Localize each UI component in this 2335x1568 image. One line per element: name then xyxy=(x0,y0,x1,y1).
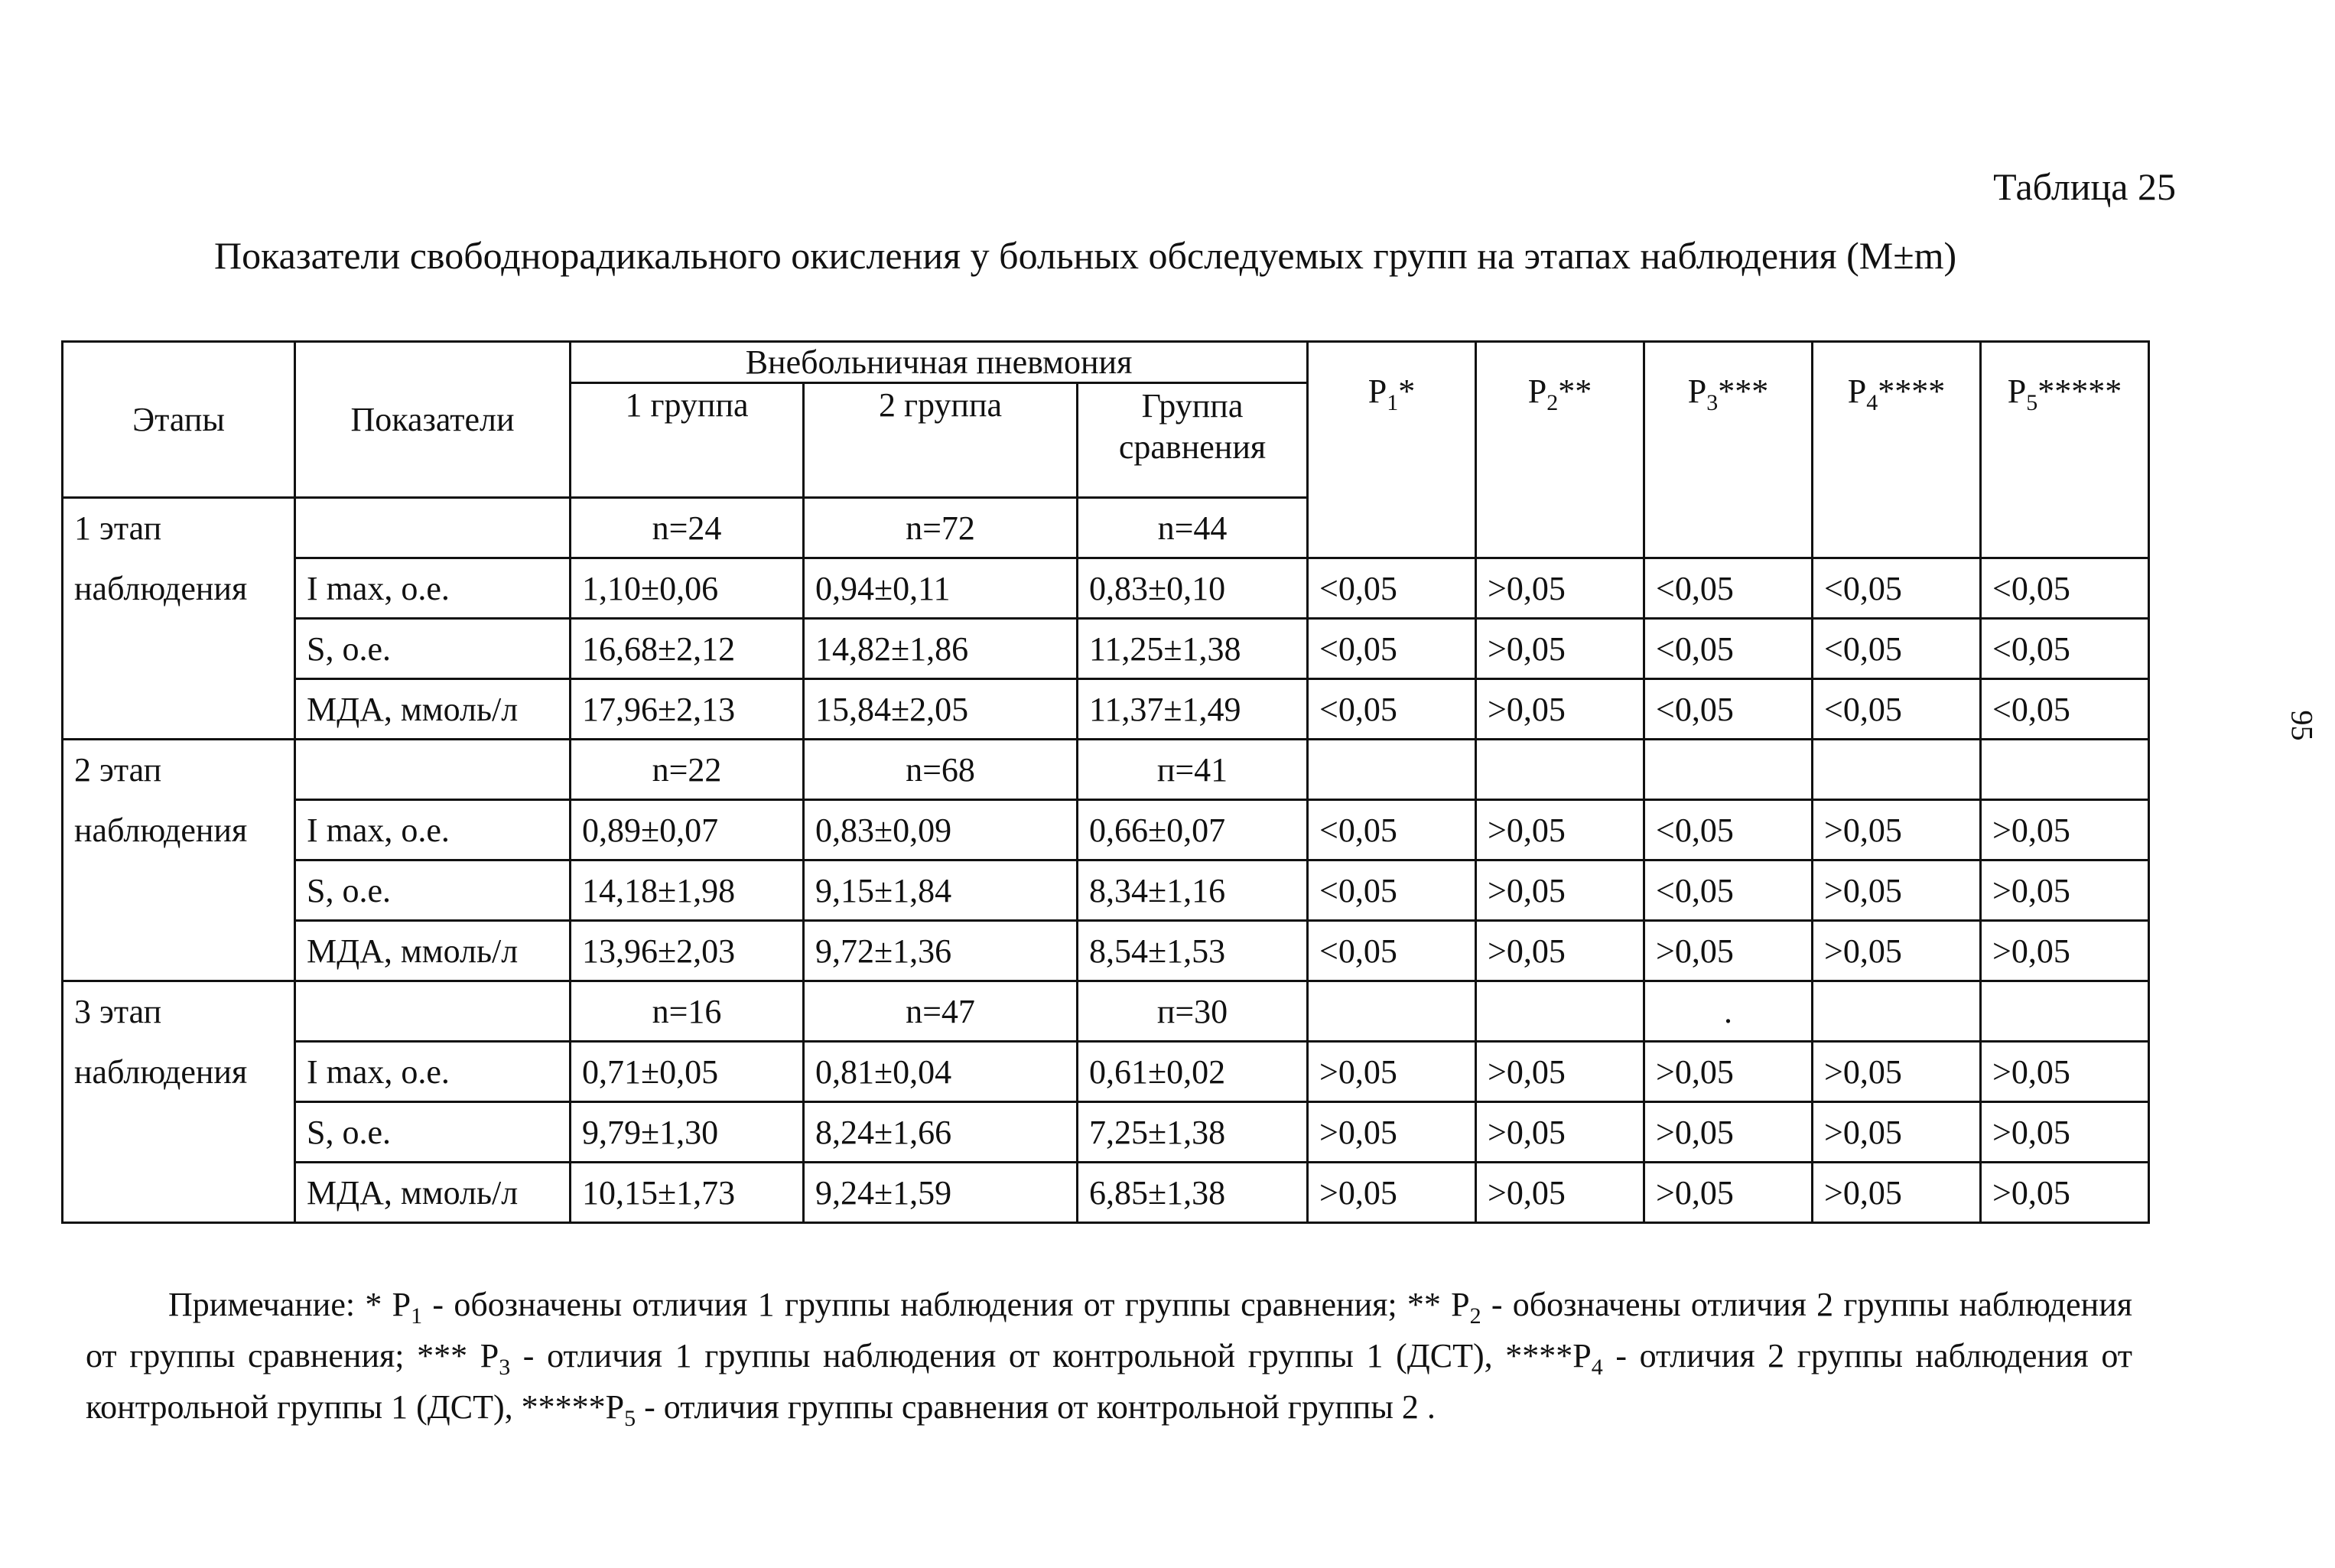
p-cell: >0,05 xyxy=(1981,800,2149,860)
value-cell: 13,96±2,03 xyxy=(571,921,804,981)
stray-mark: . xyxy=(1644,981,1813,1042)
stage2-label-line1: 2 этап xyxy=(63,740,295,800)
value-cell: 11,37±1,49 xyxy=(1078,679,1308,740)
p-cell: <0,05 xyxy=(1644,860,1813,921)
p-cell: >0,05 xyxy=(1476,860,1644,921)
value-cell: 15,84±2,05 xyxy=(804,679,1078,740)
header-p4: $P_4****$ xyxy=(1813,342,1981,558)
value-cell: 16,68±2,12 xyxy=(571,619,804,679)
empty-cell xyxy=(1981,740,2149,800)
table-row xyxy=(63,1102,2149,1163)
indicator-cell: S, о.е. xyxy=(295,1102,571,1163)
p-cell: <0,05 xyxy=(1981,619,2149,679)
stage2-n-g1: n=22 xyxy=(571,740,804,800)
stage3-label-line1: 3 этап xyxy=(63,981,295,1042)
p-cell: <0,05 xyxy=(1813,558,1981,619)
p-cell: >0,05 xyxy=(1308,1163,1476,1223)
p-cell: <0,05 xyxy=(1308,558,1476,619)
p-cell: <0,05 xyxy=(1644,800,1813,860)
table-caption: Таблица 25 xyxy=(1993,165,2176,208)
value-cell: 1,10±0,06 xyxy=(571,558,804,619)
p-cell: <0,05 xyxy=(1308,619,1476,679)
value-cell: 11,25±1,38 xyxy=(1078,619,1308,679)
value-cell: 8,24±1,66 xyxy=(804,1102,1078,1163)
stage3-empty-indicator xyxy=(295,981,571,1042)
header-p2: $P_2**$ xyxy=(1476,342,1644,558)
table-row xyxy=(63,860,2149,921)
empty-cell xyxy=(1813,740,1981,800)
indicator-cell: S, о.е. xyxy=(295,860,571,921)
p-cell: <0,05 xyxy=(1308,921,1476,981)
value-cell: 17,96±2,13 xyxy=(571,679,804,740)
empty-cell xyxy=(1476,981,1644,1042)
stage3-n-g1: n=16 xyxy=(571,981,804,1042)
table-row xyxy=(63,1042,2149,1102)
stage3-n-row xyxy=(63,981,2149,1042)
p-cell: <0,05 xyxy=(1644,558,1813,619)
p-cell: <0,05 xyxy=(1644,679,1813,740)
table-title: Показатели свободнорадикального окисления у больных обследуемых групп на этапах наблюдения (M±m) xyxy=(214,234,1957,277)
p-cell: >0,05 xyxy=(1813,921,1981,981)
header-group2: 2 группа xyxy=(804,383,1078,498)
p-cell: >0,05 xyxy=(1813,1042,1981,1102)
header-p5: $P_5*****$ xyxy=(1981,342,2149,558)
p-cell: >0,05 xyxy=(1476,1102,1644,1163)
stage2-label-blank xyxy=(63,860,295,921)
value-cell: 0,94±0,11 xyxy=(804,558,1078,619)
indicator-cell: I max, о.е. xyxy=(295,1042,571,1102)
table-row xyxy=(63,619,2149,679)
p-cell: >0,05 xyxy=(1644,1042,1813,1102)
table-row xyxy=(63,1163,2149,1223)
stage1-label-line2: наблюдения xyxy=(63,558,295,619)
header-row-1 xyxy=(63,342,2149,383)
stage2-n-g3: п=41 xyxy=(1078,740,1308,800)
stage2-n-g2: n=68 xyxy=(804,740,1078,800)
page-number: 95 xyxy=(2285,710,2320,741)
stage3-label-blank xyxy=(63,1163,295,1223)
p-cell: >0,05 xyxy=(1644,1163,1813,1223)
header-p3: $P_3***$ xyxy=(1644,342,1813,558)
value-cell: 14,82±1,86 xyxy=(804,619,1078,679)
value-cell: 9,79±1,30 xyxy=(571,1102,804,1163)
table-row xyxy=(63,558,2149,619)
empty-cell xyxy=(1308,981,1476,1042)
value-cell: 0,61±0,02 xyxy=(1078,1042,1308,1102)
header-group1: 1 группа xyxy=(571,383,804,498)
p-cell: >0,05 xyxy=(1308,1042,1476,1102)
p-cell: <0,05 xyxy=(1981,558,2149,619)
value-cell: 0,71±0,05 xyxy=(571,1042,804,1102)
data-table xyxy=(61,340,2150,1224)
p-cell: >0,05 xyxy=(1813,800,1981,860)
stage1-n-g3: n=44 xyxy=(1078,498,1308,558)
p-cell: >0,05 xyxy=(1476,800,1644,860)
p-cell: >0,05 xyxy=(1813,1163,1981,1223)
p-cell: >0,05 xyxy=(1813,860,1981,921)
p-cell: >0,05 xyxy=(1476,558,1644,619)
header-group-cmp: Группа сравнения xyxy=(1078,383,1308,498)
indicator-cell: МДА, ммоль/л xyxy=(295,921,571,981)
stage3-label-line2: наблюдения xyxy=(63,1042,295,1102)
p-cell: >0,05 xyxy=(1476,1042,1644,1102)
indicator-cell: S, о.е. xyxy=(295,619,571,679)
p-cell: >0,05 xyxy=(1308,1102,1476,1163)
p-cell: >0,05 xyxy=(1813,1102,1981,1163)
p-cell: >0,05 xyxy=(1981,860,2149,921)
stage3-n-g2: n=47 xyxy=(804,981,1078,1042)
empty-cell xyxy=(1476,740,1644,800)
header-p1: $P_1*$ xyxy=(1308,342,1476,558)
p-cell: >0,05 xyxy=(1644,1102,1813,1163)
empty-cell xyxy=(1308,740,1476,800)
p-cell: >0,05 xyxy=(1476,619,1644,679)
empty-cell xyxy=(1644,740,1813,800)
p-cell: <0,05 xyxy=(1981,679,2149,740)
stage2-empty-indicator xyxy=(295,740,571,800)
value-cell: 9,24±1,59 xyxy=(804,1163,1078,1223)
value-cell: 0,81±0,04 xyxy=(804,1042,1078,1102)
value-cell: 8,54±1,53 xyxy=(1078,921,1308,981)
indicator-cell: МДА, ммоль/л xyxy=(295,1163,571,1223)
p-cell: >0,05 xyxy=(1476,679,1644,740)
value-cell: 9,15±1,84 xyxy=(804,860,1078,921)
table-row xyxy=(63,921,2149,981)
stage1-label-line1: 1 этап xyxy=(63,498,295,558)
p-cell: <0,05 xyxy=(1308,679,1476,740)
p-cell: >0,05 xyxy=(1476,1163,1644,1223)
table-row xyxy=(63,679,2149,740)
value-cell: 9,72±1,36 xyxy=(804,921,1078,981)
empty-cell xyxy=(1981,981,2149,1042)
table-row xyxy=(63,800,2149,860)
stage1-n-g1: n=24 xyxy=(571,498,804,558)
p-cell: <0,05 xyxy=(1644,619,1813,679)
p-cell: <0,05 xyxy=(1308,800,1476,860)
p-cell: >0,05 xyxy=(1981,1042,2149,1102)
p-cell: >0,05 xyxy=(1981,1102,2149,1163)
value-cell: 14,18±1,98 xyxy=(571,860,804,921)
p-cell: <0,05 xyxy=(1813,619,1981,679)
header-indicators: Показатели xyxy=(295,342,571,498)
value-cell: 7,25±1,38 xyxy=(1078,1102,1308,1163)
p-cell: <0,05 xyxy=(1308,860,1476,921)
value-cell: 0,66±0,07 xyxy=(1078,800,1308,860)
stage2-n-row xyxy=(63,740,2149,800)
header-group-span: Внебольничная пневмония xyxy=(571,342,1308,383)
p-cell: >0,05 xyxy=(1981,921,2149,981)
p-cell: >0,05 xyxy=(1476,921,1644,981)
empty-cell xyxy=(1813,981,1981,1042)
indicator-cell: МДА, ммоль/л xyxy=(295,679,571,740)
p-cell: >0,05 xyxy=(1644,921,1813,981)
stage2-label-line2: наблюдения xyxy=(63,800,295,860)
value-cell: 0,83±0,09 xyxy=(804,800,1078,860)
stage2-label-blank xyxy=(63,921,295,981)
header-stages: Этапы xyxy=(63,342,295,498)
stage1-n-g2: n=72 xyxy=(804,498,1078,558)
table-note: Примечание: * $P_1$ - обозначены отличия 1 группы наблюдения от группы сравнения; ** $P_2$ - обозначены отличия 2 группы наблюдения от группы сравнения; *** $P_3$ - отличия 1 группы наблюдения от контрольной группы 1 (ДСТ), $****P_4$ - отличия 2 группы наблюдения от контрольной группы 1 (ДСТ), $*****P_5$ - отличия группы сравнения от контрольной группы 2 . xyxy=(86,1286,2133,1431)
value-cell: 0,83±0,10 xyxy=(1078,558,1308,619)
stage1-label-blank xyxy=(63,619,295,679)
p-cell: <0,05 xyxy=(1813,679,1981,740)
stage3-n-g3: п=30 xyxy=(1078,981,1308,1042)
indicator-cell: I max, о.е. xyxy=(295,800,571,860)
stage3-label-blank xyxy=(63,1102,295,1163)
indicator-cell: I max, о.е. xyxy=(295,558,571,619)
value-cell: 6,85±1,38 xyxy=(1078,1163,1308,1223)
p-cell: >0,05 xyxy=(1981,1163,2149,1223)
value-cell: 0,89±0,07 xyxy=(571,800,804,860)
value-cell: 8,34±1,16 xyxy=(1078,860,1308,921)
stage1-empty-indicator xyxy=(295,498,571,558)
value-cell: 10,15±1,73 xyxy=(571,1163,804,1223)
stage1-label-blank xyxy=(63,679,295,740)
